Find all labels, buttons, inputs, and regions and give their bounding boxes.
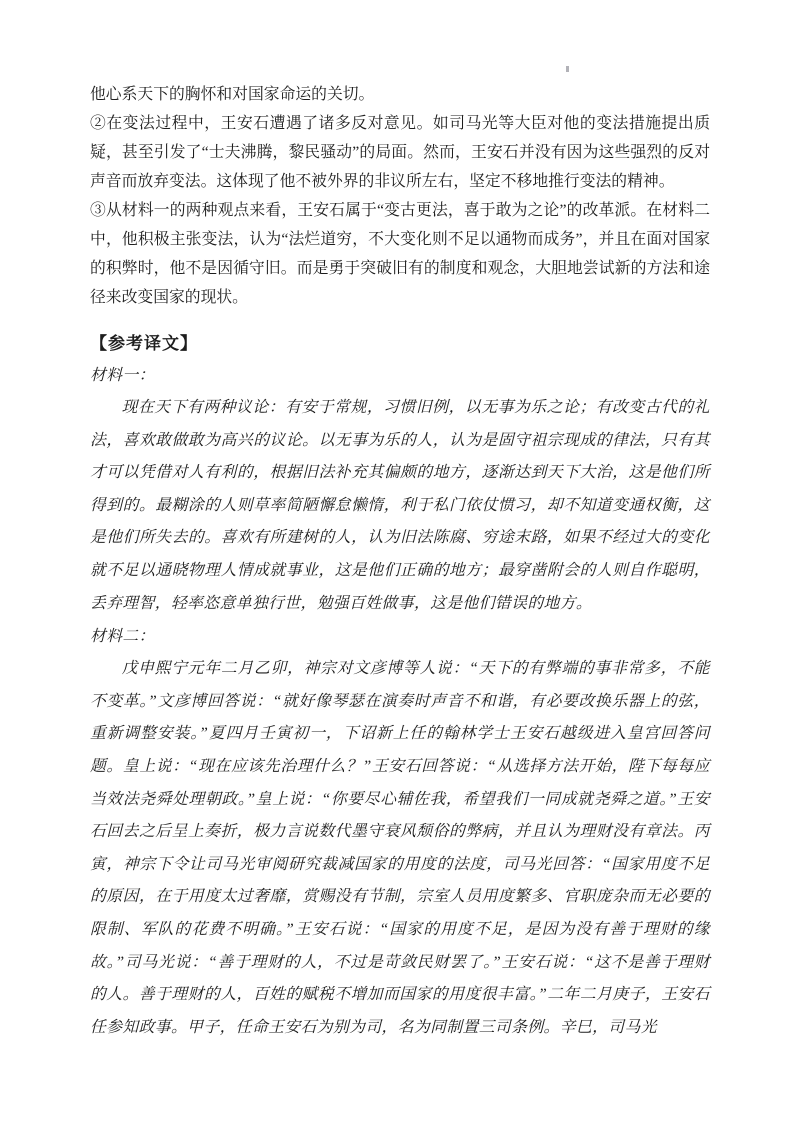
material-1-translation: 现在天下有两种议论：有安于常规，习惯旧例，以无事为乐之论；有改变古代的礼法，喜欢敢做敢为高兴的议论。以无事为乐的人，认为是固守祖宗现成的律法，只有其才可以凭借对人有利的，根据旧法补充其偏颇的地方，逐渐达到天下大治，这是他们所得到的。最糊涂的人则草率简陋懈怠懒惰，利于私门依仗惯习，却不知道变通权衡，这是他们所失去的。喜欢有所建树的人，认为旧法陈腐、穷途末路，如果不经过大的变化就不足以通晓物理人情成就事业，这是他们正确的地方；最穿凿附会的人则自作聪明，丢弃理智，轻率恣意单独行世，勉强百姓做事，这是他们错误的地方。 bbox=[90, 399, 710, 612]
scan-artifact-dot bbox=[566, 66, 569, 72]
answer-paragraph-2: ②在变法过程中，王安石遭遇了诸多反对意见。如司马光等大臣对他的变法措施提出质疑，甚至引发了“士夫沸腾，黎民骚动”的局面。然而，王安石并没有因为这些强烈的反对声音而放弃变法。这体现了他不被外界的非议所左右，坚定不移地推行变法的精神。 bbox=[90, 115, 710, 190]
answer-paragraph-3: ③从材料一的两种观点来看，王安石属于“变古更法，喜于敢为之论”的改革派。在材料二中，他积极主张变法，认为“法烂道穷，不大变化则不足以通物而成务”，并且在面对国家的积弊时，他不是因循守旧。而是勇于突破旧有的制度和观念，大胆地尝试新的方法和途径来改变国家的现状。 bbox=[90, 202, 710, 306]
answer-continuation-paragraph: 他心系天下的胸怀和对国家命运的关切。 bbox=[90, 86, 375, 103]
reference-translation-heading: 【参考译文】 bbox=[90, 334, 198, 353]
material-2-label: 材料二： bbox=[90, 628, 155, 646]
material-2-translation: 戊申熙宁元年二月乙卯，神宗对文彦博等人说：“天下的有弊端的事非常多，不能不变革。”文彦博回答说：“就好像琴瑟在演奏时声音不和谐，有必要改换乐器上的弦，重新调整安装。”夏四月壬寅初一，下诏新上任的翰林学士王安石越级进入皇宫回答问题。皇上说：“现在应该先治理什么？”王安石回答说：“从选择方法开始，陛下每每应当效法尧舜处理朝政。”皇上说：“你要尽心辅佐我，希望我们一同成就尧舜之道。”王安石回去之后呈上奏折，极力言说数代墨守衰风颓俗的弊病，并且认为理财没有章法。丙寅，神宗下令让司马光审阅研究裁减国家的用度的法度，司马光回答：“国家用度不足的原因，在于用度太过奢靡，赏赐没有节制，宗室人员用度繁多、官职庞杂而无必要的限制、军队的花费不明确。”王安石说：“国家的用度不足，是因为没有善于理财的缘故。”司马光说：“善于理财的人，不过是苛敛民财罢了。”王安石说：“这不是善于理财的人。善于理财的人，百姓的赋税不增加而国家的用度很丰富。”二年二月庚子，王安石任参知政事。甲子，任命王安石为别为司，名为同制置三司条例。辛巳，司马光 bbox=[90, 660, 710, 1036]
document-content bbox=[90, 80, 710, 1044]
material-1-label: 材料一： bbox=[90, 367, 155, 384]
